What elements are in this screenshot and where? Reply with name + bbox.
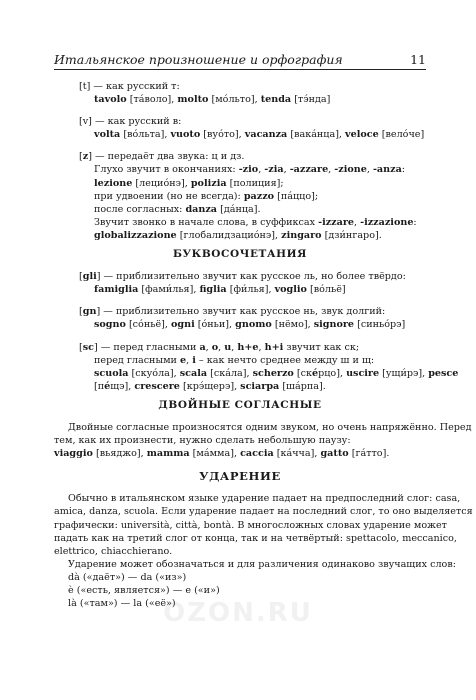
double-line-2: тем, как их произнести, нужно сделать небольшую паузу:: [54, 435, 351, 447]
stress-example-3: là («там») — la («её»): [68, 598, 176, 610]
t-rule: [t] — как русский т:: [79, 81, 180, 92]
gn-rule: [gn] — приблизительно звучит как русское нь, звук долгий:: [79, 306, 386, 318]
z-line-1: Глухо звучит в окончаниях: -zio, -zia, -azzare, -zione, -anza:: [94, 164, 406, 176]
v-rule: [v] — как русский в:: [79, 116, 182, 128]
page-body: [54, 80, 473, 610]
stress-example-1: dà («даёт») — da («из»): [68, 571, 187, 583]
t-examples: tavolo [тáволо], molto [мóльто], tenda [тэ́нда]: [94, 94, 331, 106]
double-line-1: Двойные согласные произносятся одним звуком, но очень напряжённо. Перед: [68, 421, 472, 433]
double-line-3: viaggio [вьяджо], mamma [мáмма], caccia [кáчча], gatto [гáтто].: [54, 448, 390, 460]
sc-line-2: перед гласными e, i – как нечто среднее между ш и щ:: [94, 354, 375, 366]
sc-line-3: scuola [скуóла], scala [скáла], scherzo [скéрцо], uscire [ущи́рэ], pesce: [94, 367, 459, 379]
stress-example-2: è («есть, является») — e («и»): [68, 585, 220, 596]
z-line-6: globalizzazione [глобалидзациóнэ], zingaro [дзи́нгаро].: [94, 229, 382, 241]
watermark: OZON.RU: [163, 598, 313, 628]
gli-rule: [gli] — приблизительно звучит как русское ль, но более твёрдо:: [79, 271, 406, 283]
stress-line-3: графически: università, città, bontà. В многосложных словах ударение может: [54, 519, 447, 531]
v-examples: volta [вóльта], vuoto [вуóто], vacanza [вакáнца], veloce [велóче]: [94, 129, 425, 141]
sc-rule: [sc] — перед гласными a, o, u, h+e, h+i звучит как ск;: [79, 341, 360, 353]
running-head: [54, 52, 426, 67]
section-title-double-consonants: ДВОЙНЫЕ СОГЛАСНЫЕ: [158, 398, 322, 411]
stress-line-6: Ударение может обозначаться и для различения одинаково звучащих слов:: [68, 558, 456, 570]
z-line-4: после согласных: danza [дáнца].: [94, 203, 261, 215]
page-number: 11: [410, 52, 426, 67]
stress-line-1: Обычно в итальянском языке ударение падает на предпоследний слог: casa,: [68, 493, 461, 505]
z-line-2: lezione [лециóнэ], polizia [полиция];: [94, 177, 284, 189]
gn-examples: sogno [сóньё], ogni [óньи], gnomo [нёмо], signore [синьóрэ]: [94, 319, 406, 331]
chapter-title: Итальянское произношение и орфография: [54, 52, 343, 67]
gli-examples: famiglia [фами́лья], figlia [фи́лья], voglio [вóльё]: [94, 284, 346, 296]
header-rule: [54, 69, 426, 70]
sc-line-4: [пéщэ], crescere [крэ́щерэ], sciarpa [шáрпа].: [94, 380, 326, 392]
section-title-stress: УДАРЕНИЕ: [199, 469, 281, 484]
stress-line-4: падать как на третий слог от конца, так и на четвёртый: spettacolo, meccanico,: [54, 532, 457, 544]
section-title-letter-combinations: БУКВОСОЧЕТАНИЯ: [172, 248, 308, 261]
z-line-3: при удвоении (но не всегда): pazzo [пáццо];: [94, 190, 319, 202]
z-rule: [z] — передаёт два звука: ц и дз.: [79, 151, 245, 163]
z-line-5: Звучит звонко в начале слова, в суффиксах -izzare, -izzazione:: [94, 216, 417, 228]
stress-line-5: elettrico, chiacchierano.: [54, 545, 173, 557]
stress-line-2: amica, danza, scuola. Если ударение падает на последний слог, то оно выделяется: [54, 506, 473, 518]
